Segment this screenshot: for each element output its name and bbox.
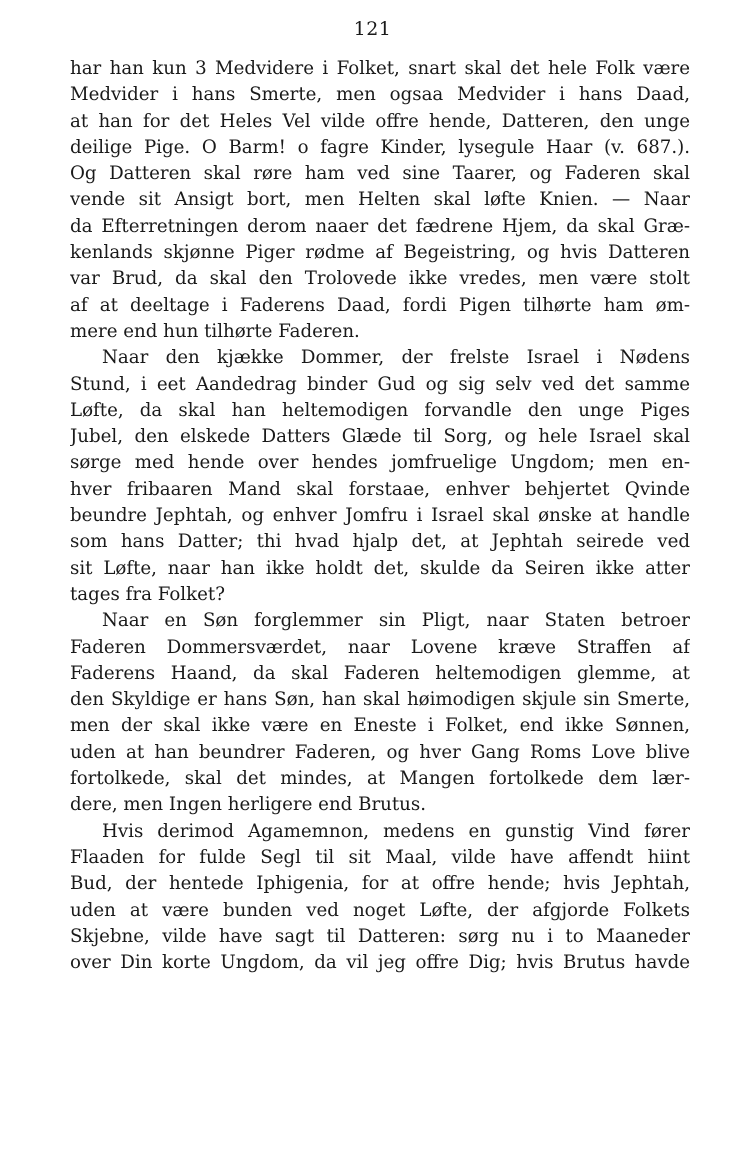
paragraph-4 xyxy=(70,819,690,977)
text-line: Og Datteren skal røre ham ved sine Taarer, og Faderen skal xyxy=(70,163,690,185)
text-line: dere, men Ingen herligere end Brutus. xyxy=(70,794,426,816)
text-line: Medvider i hans Smerte, men ogsaa Medvider i hans Daad, xyxy=(70,84,690,106)
text-line: uden at han beundrer Faderen, og hver Gang Roms Love blive xyxy=(70,741,690,763)
paragraph-3 xyxy=(70,608,690,818)
text-line: mere end hun tilhørte Faderen. xyxy=(70,320,360,342)
text-line: Hvis derimod Agamemnon, medens en gunstig Vind fører xyxy=(102,820,690,842)
text-line: Faderen Dommersværdet, naar Lovene kræve Straffen af xyxy=(70,636,690,658)
text-line: har han kun 3 Medvidere i Folket, snart skal det hele Folk være xyxy=(70,58,690,79)
text-line: fortolkede, skal det mindes, at Mangen fortolkede dem lær- xyxy=(70,768,690,790)
text-line: Naar en Søn forglemmer sin Pligt, naar Staten betroer xyxy=(102,610,690,632)
text-line: som hans Datter; thi hvad hjalp det, at Jephtah seirede ved xyxy=(70,531,690,553)
text-line: den Skyldige er hans Søn, han skal høimodigen skjule sin Smerte, xyxy=(70,689,690,711)
paragraph-1 xyxy=(70,56,690,345)
text-line: deilige Pige. O Barm! o fagre Kinder, lysegule Haar (v. 687.). xyxy=(70,136,690,158)
text-line: af at deeltage i Faderens Daad, fordi Pigen tilhørte ham øm- xyxy=(70,294,690,316)
page-number: 121 xyxy=(353,18,392,40)
text-line: Jubel, den elskede Datters Glæde til Sorg, og hele Israel skal xyxy=(70,426,690,448)
text-line: sørge med hende over hendes jomfruelige Ungdom; men en- xyxy=(70,452,690,474)
text-line: vende sit Ansigt bort, men Helten skal løfte Knien. — Naar xyxy=(70,189,690,211)
text-line: hver fribaaren Mand skal forstaae, enhver behjertet Qvinde xyxy=(70,478,690,500)
text-line: sit Løfte, naar han ikke holdt det, skulde da Seiren ikke atter xyxy=(70,557,690,579)
text-line: kenlands skjønne Piger rødme af Begeistring, og hvis Datteren xyxy=(70,242,690,264)
text-line: Stund, i eet Aandedrag binder Gud og sig selv ved det samme xyxy=(70,373,690,395)
text-line: uden at være bunden ved noget Løfte, der afgjorde Folkets xyxy=(70,899,690,921)
text-line: var Brud, da skal den Trolovede ikke vredes, men være stolt xyxy=(70,268,690,290)
text-line: da Efterretningen derom naaer det fædrene Hjem, da skal Græ- xyxy=(70,215,690,237)
text-line: men der skal ikke være en Eneste i Folket, end ikke Sønnen, xyxy=(70,715,690,737)
text-line: Skjebne, vilde have sagt til Datteren: sørg nu i to Maaneder xyxy=(70,925,690,947)
body-text xyxy=(70,56,690,976)
text-line: Faderens Haand, da skal Faderen heltemodigen glemme, at xyxy=(70,662,690,684)
text-line: Naar den kjække Dommer, der frelste Israel i Nødens xyxy=(102,347,690,369)
text-line: beundre Jephtah, og enhver Jomfru i Israel skal ønske at handle xyxy=(70,505,690,527)
text-line: at han for det Heles Vel vilde offre hende, Datteren, den unge xyxy=(70,110,690,132)
text-line: Flaaden for fulde Segl til sit Maal, vilde have affendt hiint xyxy=(70,846,690,868)
text-line: tages fra Folket? xyxy=(70,583,225,605)
text-line: Bud, der hentede Iphigenia, for at offre hende; hvis Jephtah, xyxy=(70,873,690,895)
text-line: Løfte, da skal han heltemodigen forvandle den unge Piges xyxy=(70,399,690,421)
text-line: over Din korte Ungdom, da vil jeg offre Dig; hvis Brutus havde xyxy=(70,952,690,974)
paragraph-2 xyxy=(70,345,690,608)
